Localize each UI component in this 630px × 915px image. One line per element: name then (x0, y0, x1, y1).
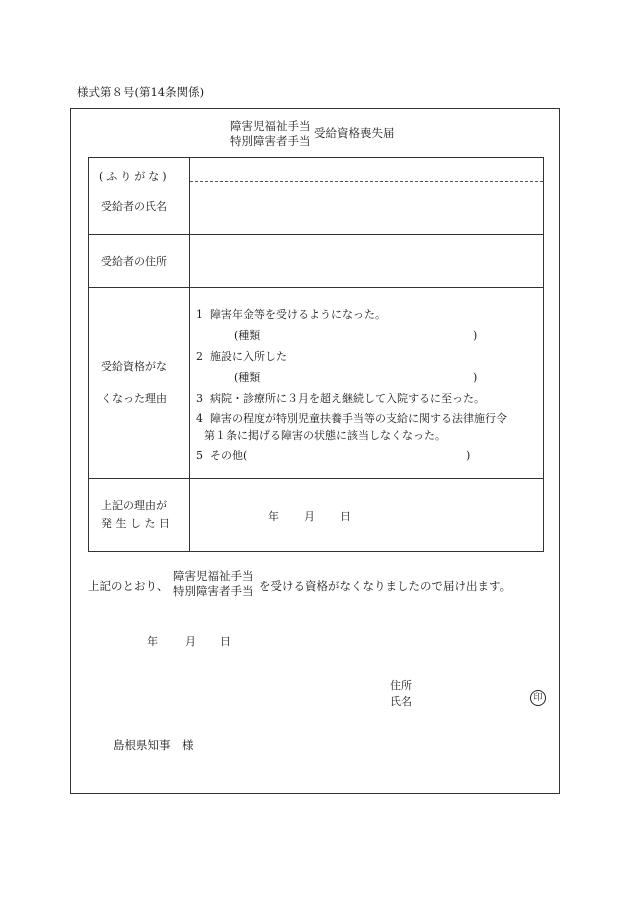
date-day: 日 (340, 510, 351, 523)
furigana-divider (190, 181, 543, 182)
reason-label-1: 受給資格がな (101, 360, 167, 373)
name-label-cell (89, 158, 190, 235)
reason-2-type[interactable]: (種類 ) (234, 371, 478, 384)
form-number: 様式第８号(第14条関係) (77, 85, 205, 99)
reason-3[interactable]: 3 病院・診療所に３月を超え継続して入院するに至った。 (196, 392, 485, 405)
reason-4[interactable]: 4 障害の程度が特別児童扶養手当等の支給に関する法律施行令 (196, 412, 507, 425)
reason-1[interactable]: 1 障害年金等を受けるようになった。 (196, 308, 386, 321)
reason-label-cell (89, 288, 190, 479)
reason-4-continued: 第１条に掲げる障害の状態に該当しなくなった。 (204, 429, 446, 442)
title-suffix: 受給資格喪失届 (314, 126, 395, 140)
furigana-label: (ふりがな) (99, 170, 170, 183)
form-title (230, 119, 395, 149)
date-year: 年 (268, 510, 279, 523)
submit-year: 年 (147, 635, 158, 648)
reason-5[interactable]: 5 その他( ) (196, 449, 471, 462)
submit-day: 日 (220, 635, 231, 648)
statement-suffix: を受ける資格がなくなりましたので届け出ます。 (259, 579, 512, 593)
title-line-1: 障害児福祉手当 (230, 119, 311, 133)
applicant-name-label: 氏名 (390, 695, 412, 708)
submit-month: 月 (185, 635, 196, 648)
address-label-cell (89, 235, 190, 288)
reason-2[interactable]: 2 施設に入所した (196, 350, 287, 363)
date-label-cell (89, 479, 190, 552)
name-input-cell[interactable] (190, 158, 544, 235)
reason-1-type[interactable]: (種類 ) (234, 329, 478, 342)
info-table (88, 157, 544, 552)
occurrence-date-cell[interactable] (190, 479, 544, 552)
statement-line-1: 障害児福祉手当 (173, 569, 254, 583)
address-label: 受給者の住所 (101, 255, 167, 268)
address-input-cell[interactable] (190, 235, 544, 288)
statement-line-2: 特別障害者手当 (173, 584, 254, 598)
seal-icon: 印 (530, 690, 546, 706)
recipient: 島根県知事 様 (113, 738, 194, 752)
applicant-address-label: 住所 (390, 679, 412, 692)
statement-prefix: 上記のとおり、 (88, 579, 169, 593)
date-label-1: 上記の理由が (101, 499, 167, 512)
title-line-2: 特別障害者手当 (230, 134, 311, 148)
reason-label-2: くなった理由 (101, 392, 167, 405)
date-month: 月 (304, 510, 315, 523)
name-label: 受給者の氏名 (101, 200, 167, 213)
statement-allowance-names (173, 569, 254, 599)
reason-list-cell (190, 288, 544, 479)
date-label-2: 発 生 し た 日 (101, 517, 170, 530)
